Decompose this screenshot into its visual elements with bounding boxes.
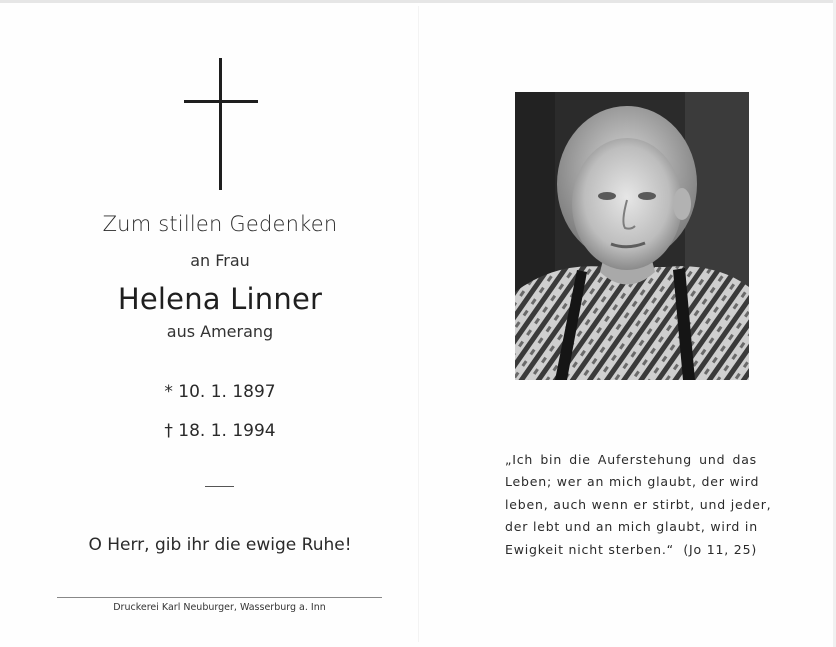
top-edge	[0, 0, 836, 3]
portrait-photo	[515, 92, 749, 380]
verse-last-line	[505, 539, 757, 561]
prayer: O Herr, gib ihr die ewige Ruhe!	[88, 535, 352, 555]
salutation: an Frau	[190, 251, 250, 270]
verse-line: leben, auch wenn er stirbt, und jeder,	[505, 496, 772, 512]
portrait-image	[515, 92, 749, 380]
heading: Zum stillen Gedenken	[102, 212, 338, 236]
verse-line: Ewigkeit nicht sterben.“	[505, 541, 674, 557]
verse-line: Leben; wer an mich glaubt, der wird	[505, 474, 760, 490]
verse-line: der lebt und an mich glaubt, wird in	[505, 519, 758, 535]
divider-dash	[205, 486, 234, 487]
card-fold	[418, 6, 419, 642]
origin: aus Amerang	[166, 322, 274, 341]
deceased-name: Helena Linner	[117, 282, 323, 316]
cross-icon	[184, 58, 258, 190]
bible-verse	[505, 449, 772, 561]
birth-date: * 10. 1. 1897	[164, 382, 276, 402]
death-date: † 18. 1. 1994	[164, 421, 276, 441]
verse-line: „Ich bin die Auferstehung und das	[505, 452, 757, 467]
printer-credit: Druckerei Karl Neuburger, Wasserburg a. Inn	[113, 602, 326, 613]
verse-reference: (Jo 11, 25)	[683, 541, 757, 557]
printer-divider	[57, 597, 382, 598]
